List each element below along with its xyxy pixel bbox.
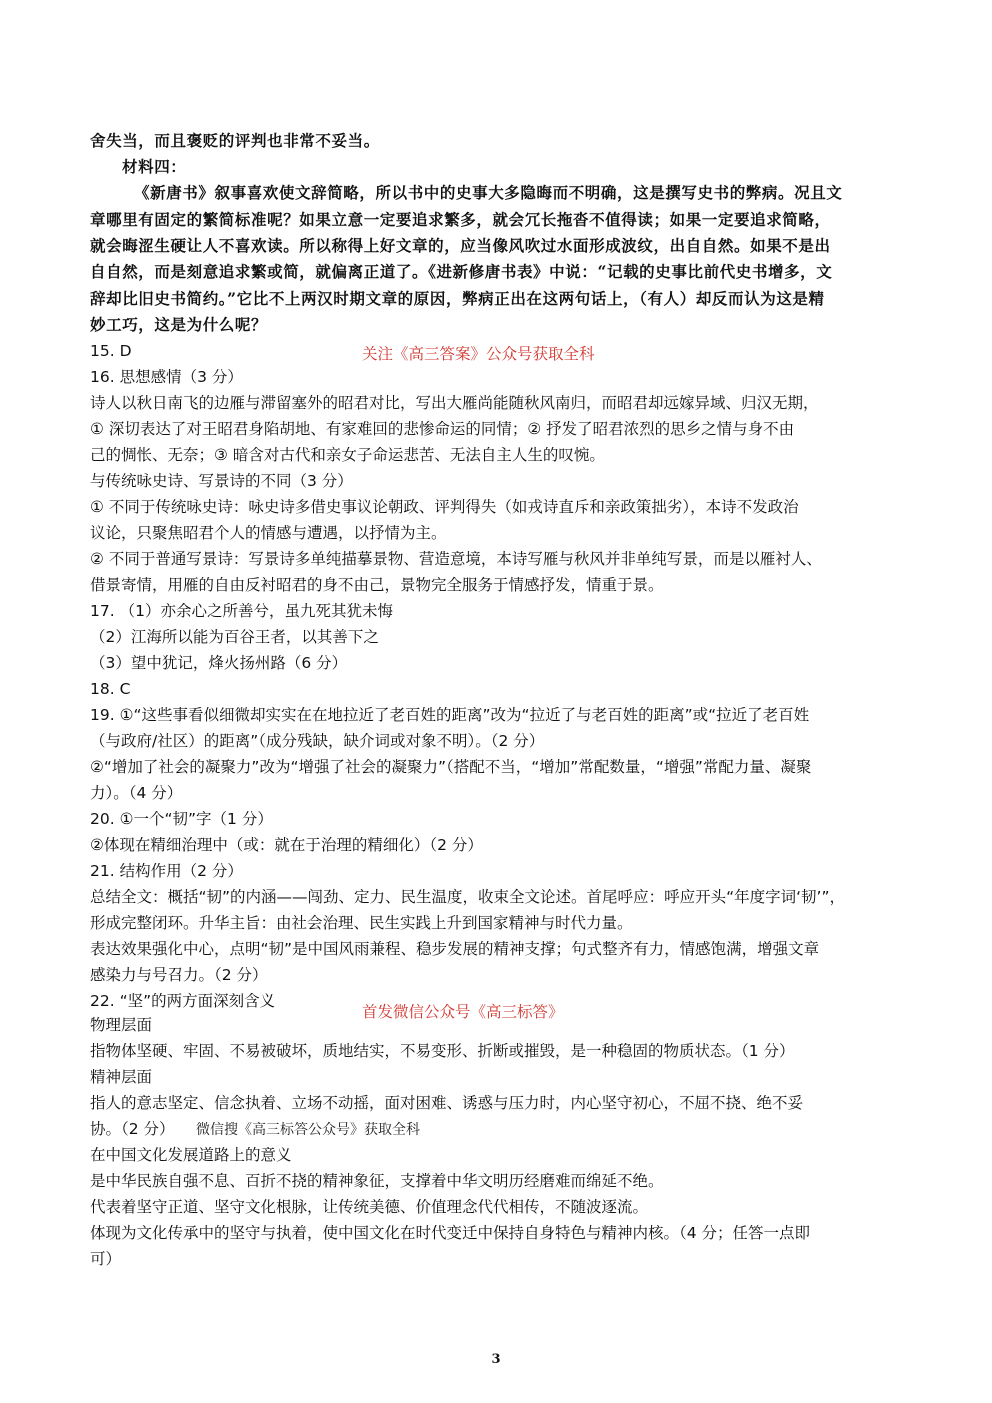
answer-18: 18. C xyxy=(90,680,131,698)
text-line: 是中华民族自强不息、百折不挠的精神象征，支撑着中华文明历经磨难而绵延不绝。 xyxy=(90,1172,664,1190)
text-line: 章哪里有固定的繁简标准呢？如果立意一定要追求繁多，就会冗长拖沓不值得读；如果一定要追求简略， xyxy=(90,210,831,229)
text-line: 可） xyxy=(90,1250,122,1268)
text-line: ① 不同于传统咏史诗：咏史诗多借史事议论朝政、评判得失（如戎诗直斥和亲政策拙劣），本诗不发政治 xyxy=(90,498,799,516)
text-line: 诗人以秋日南飞的边雁与滞留塞外的昭君对比，写出大雁尚能随秋风南归，而昭君却远嫁异域、归汉无期， xyxy=(90,394,819,412)
text-line: 指物体坚硬、牢固、不易被破坏，质地结实，不易变形、折断或摧毁，是一种稳固的物质状态。（1 分） xyxy=(90,1042,795,1060)
text-line: （2）江海所以能为百谷王者，以其善下之 xyxy=(90,628,379,646)
text-line: 己的惆怅、无奈；③ 暗含对古代和亲女子命运悲苦、无法自主人生的叹惋。 xyxy=(90,446,605,464)
text-line: 表达效果强化中心，点明“韧”是中国风雨兼程、稳步发展的精神支撑；句式整齐有力，情感饱满，增强文章 xyxy=(90,940,820,958)
text-line: 体现为文化传承中的坚守与执着，使中国文化在时代变迁中保持自身特色与精神内核。（4 分；任答一点即 xyxy=(90,1224,811,1242)
text-line: 指人的意志坚定、信念执着、立场不动摇，面对困难、诱惑与压力时，内心坚守初心，不屈不挠、绝不妥 xyxy=(90,1094,804,1112)
watermark-text: 微信搜《高三标答公众号》获取全科 xyxy=(196,1122,420,1138)
text-line: 借景寄情，用雁的自由反衬昭君的身不由己，景物完全服务于情感抒发，情重于景。 xyxy=(90,576,664,594)
answer-16: 16. 思想感情（3 分） xyxy=(90,368,243,386)
text-line: 就会晦涩生硬让人不喜欢读。所以称得上好文章的，应当像风吹过水面形成波纹，出自自然。如果不是出 xyxy=(90,236,831,255)
text-line: （与政府/社区）的距离”（成分残缺，缺介词或对象不明）。（2 分） xyxy=(90,732,545,750)
text-line: 与传统咏史诗、写景诗的不同（3 分） xyxy=(90,472,353,490)
text-line: 议论，只聚焦昭君个人的情感与遭遇，以抒情为主。 xyxy=(90,524,447,542)
text-line: 精神层面 xyxy=(90,1068,153,1086)
text-line: 协。（2 分） xyxy=(90,1120,175,1138)
text-line: 自自然，而是刻意追求繁或简，就偏离正道了。《进新修唐书表》中说：“记载的史事比前代史书增多，文 xyxy=(90,262,833,281)
answer-21: 21. 结构作用（2 分） xyxy=(90,862,243,880)
page-number: 3 xyxy=(491,1352,501,1367)
watermark-text: 关注《高三答案》公众号获取全科 xyxy=(362,345,595,363)
text-line: ②“增加了社会的凝聚力”改为“增强了社会的凝聚力”（搭配不当，“增加”常配数量，“增强”常配力量、凝聚 xyxy=(90,758,812,776)
answer-22: 22. “坚”的两方面深刻含义 xyxy=(90,992,276,1010)
text-line: 感染力与号召力。（2 分） xyxy=(90,966,268,984)
answer-19: 19. ①“这些事看似细微却实实在在地拉近了老百姓的距离”改为“拉近了与老百姓的距离”或“拉近了老百姓 xyxy=(90,706,810,724)
text-line: 力）。（4 分） xyxy=(90,784,183,802)
answer-15: 15. D xyxy=(90,342,132,360)
text-line: 代表着坚守正道、坚守文化根脉，让传统美德、价值理念代代相传，不随波逐流。 xyxy=(90,1198,649,1216)
answer-20: 20. ①一个“韧”字（1 分） xyxy=(90,810,273,828)
text-line: ① 深切表达了对王昭君身陷胡地、有家难回的悲惨命运的同情；② 抒发了昭君浓烈的思乡之情与身不由 xyxy=(90,420,795,438)
text-line: 辞却比旧史书简约。”它比不上两汉时期文章的原因，弊病正出在这两句话上，（有人）却反而认为这是精 xyxy=(90,289,825,308)
text-line: 《新唐书》叙事喜欢使文辞简略，所以书中的史事大多隐晦而不明确，这是撰写史书的弊病。况且文 xyxy=(134,183,843,202)
text-line: 妙工巧，这是为什么呢？ xyxy=(90,315,268,334)
text-line: 形成完整闭环。升华主旨：由社会治理、民生实践上升到国家精神与时代力量。 xyxy=(90,914,633,932)
text-line: 总结全文：概括“韧”的内涵——闯劲、定力、民生温度，收束全文论述。首尾呼应：呼应开头“年度字词‘韧’”， xyxy=(90,888,845,906)
watermark-text: 首发微信公众号《高三标答》 xyxy=(362,1003,564,1021)
answer-17: 17. （1）亦余心之所善兮，虽九死其犹未悔 xyxy=(90,602,393,620)
text-line: 在中国文化发展道路上的意义 xyxy=(90,1146,292,1164)
text-line: （3）望中犹记，烽火扬州路（6 分） xyxy=(90,654,348,672)
text-line: 物理层面 xyxy=(90,1016,153,1034)
section-heading: 材料四： xyxy=(122,157,187,176)
text-line: ②体现在精细治理中（或：就在于治理的精细化）（2 分） xyxy=(90,836,483,854)
text-line: 舍失当，而且褒贬的评判也非常不妥当。 xyxy=(90,131,380,150)
text-line: ② 不同于普通写景诗：写景诗多单纯描摹景物、营造意境，本诗写雁与秋风并非单纯写景，而是以雁衬人、 xyxy=(90,550,822,568)
